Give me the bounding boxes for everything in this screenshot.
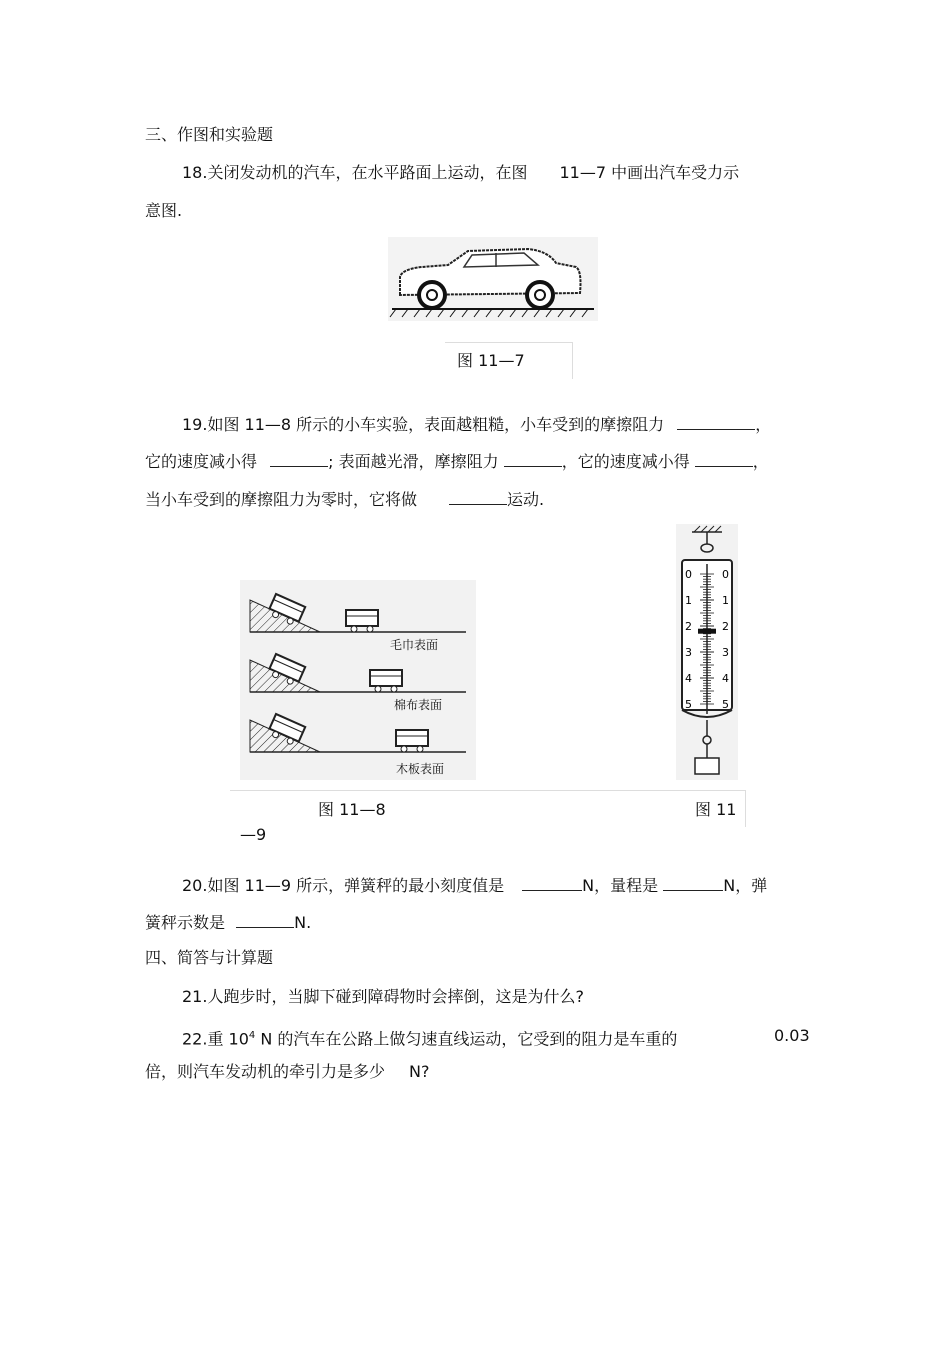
figure-11-7-caption: 图 11—7 bbox=[457, 351, 525, 370]
ramp-wood bbox=[250, 714, 466, 752]
q19-line-2 bbox=[145, 450, 769, 473]
q20-text-1: 20.如图 11—9 所示，弹簧秤的最小刻度值是 bbox=[182, 876, 505, 895]
q21-text: 21.人跑步时，当脚下碰到障碍物时会摔倒，这是为什么? bbox=[182, 987, 584, 1006]
q22-text-1: 22.重 10 bbox=[182, 1029, 249, 1049]
q19-text-3: ; 表面越光滑，摩擦阻力 bbox=[328, 452, 499, 471]
scale-label-left: 4 bbox=[685, 672, 692, 685]
q19-text-6: 运动. bbox=[507, 490, 545, 509]
q18-text-end: 中画出汽车受力示 bbox=[611, 163, 740, 182]
q20-blank-3[interactable] bbox=[236, 911, 294, 928]
figure-11-7-caption-box bbox=[445, 342, 573, 379]
q19-text-4: ，它的速度减小得 bbox=[561, 452, 690, 471]
q19-punct-1: ， bbox=[755, 415, 772, 434]
label-towel: 毛巾表面 bbox=[390, 638, 439, 652]
car-illustration bbox=[388, 237, 598, 321]
q19-blank-4[interactable] bbox=[695, 450, 753, 467]
scale-pointer bbox=[698, 629, 716, 634]
figure-captions-box bbox=[230, 790, 746, 827]
scale-label-left: 2 bbox=[685, 620, 692, 633]
q18-figure-ref: 11—7 bbox=[559, 163, 606, 182]
q19-text-5: 当小车受到的摩擦阻力为零时，它将做 bbox=[145, 490, 418, 509]
hanging-weight bbox=[695, 758, 719, 774]
label-cotton: 棉布表面 bbox=[394, 698, 443, 712]
ramp-towel bbox=[250, 594, 466, 632]
scale-label-left: 5 bbox=[685, 698, 692, 711]
q20-blank-2[interactable] bbox=[663, 874, 723, 891]
scale-label-left: 0 bbox=[685, 568, 692, 581]
q22-line-2 bbox=[145, 1061, 429, 1083]
q18-text: 18.关闭发动机的汽车，在水平路面上运动，在图 bbox=[182, 163, 528, 182]
q20-line-2 bbox=[145, 911, 311, 934]
q19-punct-2: ， bbox=[752, 452, 769, 471]
figure-11-9-caption-cont: —9 bbox=[240, 825, 267, 844]
scale-label-right: 2 bbox=[722, 620, 729, 633]
q20-text-5: N. bbox=[294, 913, 312, 932]
q22-line-1 bbox=[182, 1025, 677, 1050]
q22-text-3: 倍，则汽车发动机的牵引力是多少 bbox=[145, 1062, 386, 1081]
spring-scale-illustration bbox=[676, 524, 738, 780]
section-4-title: 四、简答与计算题 bbox=[145, 948, 274, 967]
scale-label-right: 0 bbox=[722, 568, 729, 581]
q18-line-1 bbox=[182, 162, 739, 184]
scale-label-right: 4 bbox=[722, 672, 729, 685]
figure-11-9 bbox=[676, 524, 738, 780]
q19-text-1: 19.如图 11—8 所示的小车实验，表面越粗糙，小车受到的摩擦阻力 bbox=[182, 415, 665, 434]
q19-blank-3[interactable] bbox=[504, 450, 562, 467]
figure-11-8-caption: 图 11—8 bbox=[318, 800, 386, 819]
ramp-cotton bbox=[250, 654, 466, 692]
figure-11-7 bbox=[388, 237, 598, 321]
scale-label-left: 3 bbox=[685, 646, 692, 659]
q19-line-3 bbox=[145, 488, 544, 511]
q19-blank-1[interactable] bbox=[677, 413, 755, 430]
cart-experiment-illustration bbox=[240, 580, 476, 780]
q19-blank-5[interactable] bbox=[449, 488, 507, 505]
scale-label-left: 1 bbox=[685, 594, 692, 607]
q19-blank-2[interactable] bbox=[270, 450, 328, 467]
figure-11-9-caption: 图 11 bbox=[695, 800, 737, 819]
label-wood: 木板表面 bbox=[396, 762, 445, 776]
figure-11-8 bbox=[240, 580, 476, 780]
q22-value: 0.03 bbox=[774, 1026, 810, 1045]
q19-text-2: 它的速度减小得 bbox=[145, 452, 258, 471]
q20-text-3: N，弹 bbox=[723, 876, 768, 895]
scale-label-right: 5 bbox=[722, 698, 729, 711]
q20-text-2: N，量程是 bbox=[582, 876, 659, 895]
scale-label-right: 3 bbox=[722, 646, 729, 659]
q20-line-1 bbox=[182, 874, 767, 897]
q22-text-2: N 的汽车在公路上做匀速直线运动，它受到的阻力是车重的 bbox=[255, 1029, 678, 1049]
q22-unit: N? bbox=[409, 1062, 430, 1081]
q19-line-1 bbox=[182, 413, 771, 436]
section-3-title: 三、作图和实验题 bbox=[145, 125, 274, 144]
q20-blank-1[interactable] bbox=[522, 874, 582, 891]
q20-text-4: 簧秤示数是 bbox=[145, 913, 226, 932]
q22-exponent: 4 bbox=[248, 1030, 256, 1041]
scale-label-right: 1 bbox=[722, 594, 729, 607]
q18-line-2: 意图. bbox=[145, 201, 183, 220]
